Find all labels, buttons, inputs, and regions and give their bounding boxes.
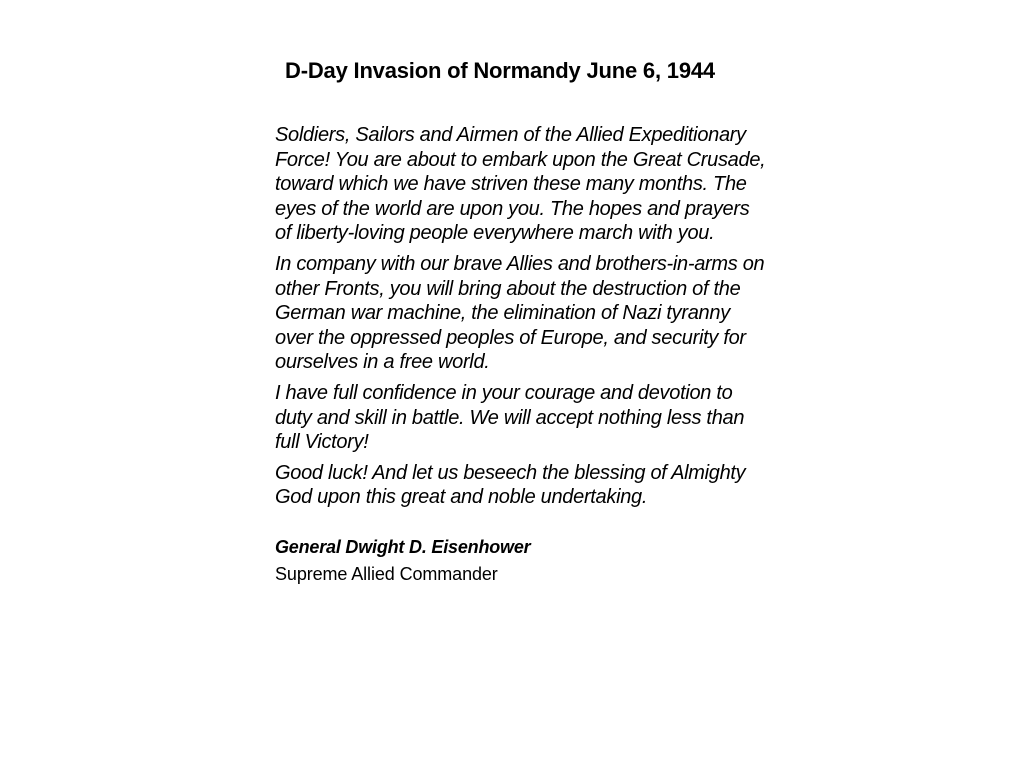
speech-paragraph-1: Soldiers, Sailors and Airmen of the Allied Expeditionary Force! You are about to embark upon the Great Crusade, toward which we have striven these many months. The eyes of the world are upon you. The hopes and prayers of liberty-loving people everywhere march with you. bbox=[275, 124, 766, 245]
speech-paragraph-4: Good luck! And let us beseech the blessing of Almighty God upon this great and noble undertaking. bbox=[275, 461, 746, 509]
speech-paragraph-2: In company with our brave Allies and brothers-in-arms on other Fronts, you will bring about the destruction of the German war machine, the elimination of Nazi tyranny over the oppressed peoples of Europe, and security for ourselves in a free world. bbox=[275, 252, 765, 374]
signature-role: Supreme Allied Commander bbox=[275, 563, 498, 584]
slide-title: D-Day Invasion of Normandy June 6, 1944 bbox=[285, 58, 715, 83]
signature-name: General Dwight D. Eisenhower bbox=[275, 536, 531, 557]
speech-paragraph-3: I have full confidence in your courage and devotion to duty and skill in battle. We will accept nothing less than full Victory! bbox=[275, 381, 745, 454]
speech-body bbox=[275, 123, 770, 588]
